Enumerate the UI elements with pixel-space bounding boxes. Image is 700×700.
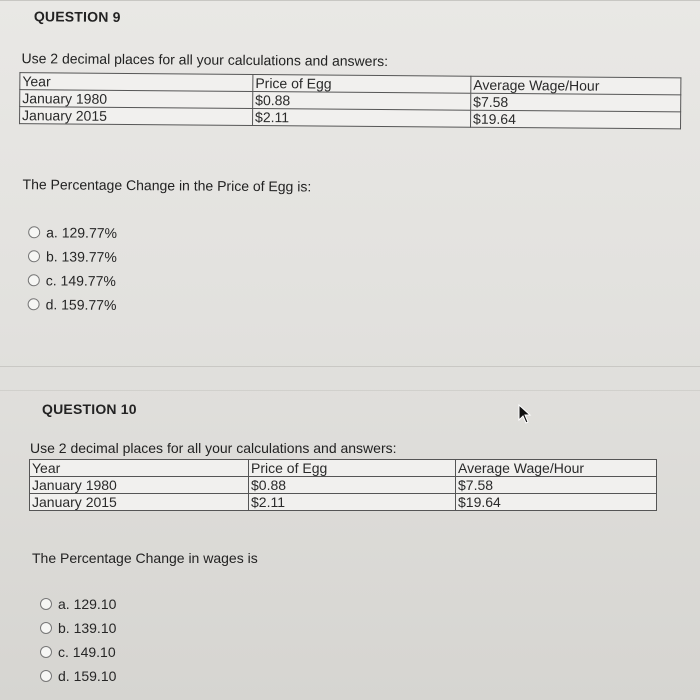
- cell-wage: $7.58: [456, 477, 657, 494]
- radio-button-icon[interactable]: [28, 298, 40, 310]
- option-label: c. 149.77%: [45, 272, 116, 289]
- option-label: b. 139.77%: [45, 248, 117, 265]
- question-instructions: Use 2 decimal places for all your calculations and answers:: [30, 440, 397, 456]
- radio-button-icon[interactable]: [28, 226, 40, 238]
- question-title: QUESTION 9: [33, 8, 121, 25]
- cell-wage: $19.64: [471, 110, 681, 129]
- table-row: [30, 494, 657, 511]
- radio-button-icon[interactable]: [28, 250, 40, 262]
- radio-button-icon[interactable]: [40, 646, 52, 658]
- option-a[interactable]: [40, 592, 116, 616]
- radio-button-icon[interactable]: [40, 670, 52, 682]
- cell-year: January 1980: [20, 90, 253, 109]
- answer-options: [40, 592, 116, 688]
- mouse-pointer-icon: [518, 404, 532, 424]
- table-row: [30, 477, 657, 494]
- option-label: a. 129.10: [58, 596, 117, 612]
- price-wage-table: [19, 72, 681, 129]
- cell-wage: $7.58: [471, 93, 681, 112]
- answer-options: [28, 220, 118, 317]
- question-title: QUESTION 10: [42, 401, 137, 417]
- table-header-row: [30, 460, 657, 477]
- header-price-of-egg: Price of Egg: [249, 460, 456, 477]
- cell-price: $0.88: [253, 91, 471, 110]
- question-divider: [0, 366, 700, 367]
- radio-button-icon[interactable]: [28, 274, 40, 286]
- cell-price: $2.11: [253, 108, 471, 127]
- question-10: [0, 385, 700, 700]
- cell-year: January 1980: [30, 477, 249, 494]
- radio-button-icon[interactable]: [40, 598, 52, 610]
- header-year: Year: [30, 460, 249, 477]
- option-b[interactable]: [28, 244, 117, 269]
- question-instructions: Use 2 decimal places for all your calculations and answers:: [21, 50, 389, 70]
- cell-wage: $19.64: [456, 494, 657, 511]
- option-b[interactable]: [40, 616, 116, 640]
- header-average-wage: Average Wage/Hour: [456, 460, 657, 477]
- cell-year: January 2015: [20, 107, 253, 126]
- option-label: c. 149.10: [58, 644, 116, 660]
- option-c[interactable]: [40, 640, 116, 664]
- header-price-of-egg: Price of Egg: [253, 74, 471, 93]
- header-average-wage: Average Wage/Hour: [471, 76, 681, 95]
- cell-price: $2.11: [249, 494, 456, 511]
- option-d[interactable]: [40, 664, 116, 688]
- cell-price: $0.88: [249, 477, 456, 494]
- question-prompt: The Percentage Change in wages is: [32, 550, 258, 566]
- option-label: b. 139.10: [58, 620, 117, 636]
- question-prompt: The Percentage Change in the Price of Egg is:: [22, 176, 312, 195]
- header-year: Year: [20, 73, 253, 92]
- radio-button-icon[interactable]: [40, 622, 52, 634]
- option-label: d. 159.10: [58, 668, 117, 684]
- price-wage-table: [29, 459, 657, 511]
- option-a[interactable]: [28, 220, 117, 245]
- option-c[interactable]: [28, 268, 117, 293]
- option-label: d. 159.77%: [45, 296, 117, 313]
- cell-year: January 2015: [30, 494, 249, 511]
- option-d[interactable]: [28, 292, 117, 317]
- option-label: a. 129.77%: [46, 224, 118, 241]
